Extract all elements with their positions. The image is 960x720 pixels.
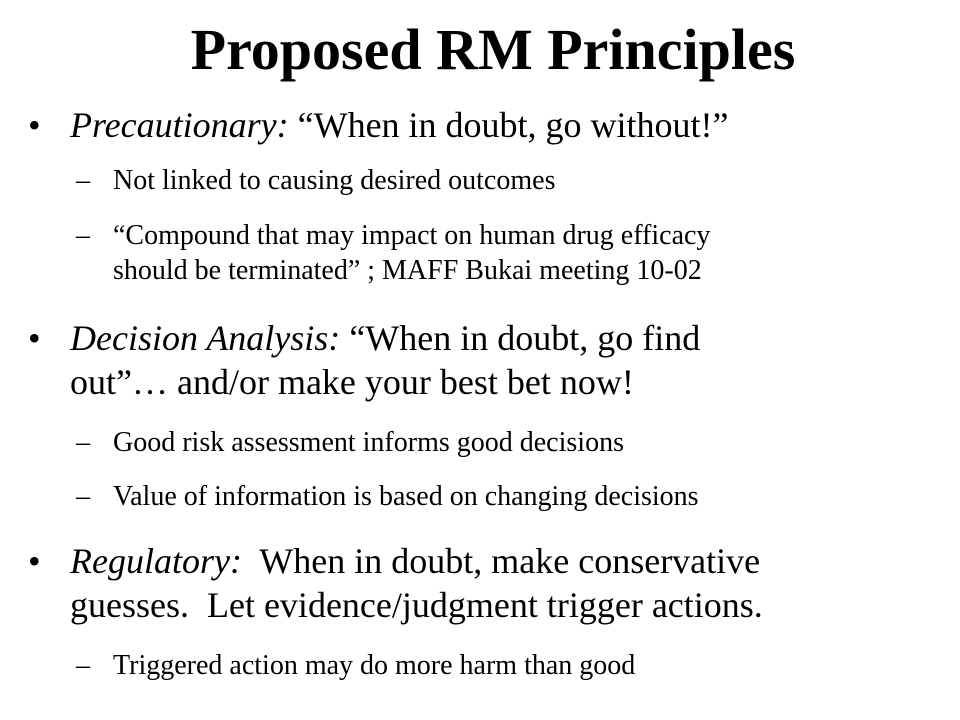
bullet-label: Decision Analysis: bbox=[70, 318, 341, 358]
bullet-marker: • bbox=[28, 105, 41, 145]
bullet-text bbox=[70, 539, 930, 627]
bullet-marker: • bbox=[28, 541, 41, 581]
dash-marker: – bbox=[76, 427, 90, 458]
subitem-line: “Compound that may impact on human drug efficacy bbox=[113, 220, 711, 251]
bullet-line: out”… and/or make your best bet now! bbox=[70, 362, 634, 402]
bullet-quote: “When in doubt, go without!” bbox=[288, 105, 729, 145]
dash-marker: – bbox=[76, 165, 90, 196]
bullet-line: guesses. Let evidence/judgment trigger actions. bbox=[70, 585, 763, 625]
subitem-text: Triggered action may do more harm than good bbox=[113, 650, 636, 681]
bullet-line bbox=[70, 316, 930, 360]
dash-marker: – bbox=[76, 220, 90, 251]
bullet-text bbox=[70, 316, 930, 404]
bullet-label: Regulatory: bbox=[70, 541, 242, 581]
subitem-text: Good risk assessment informs good decisions bbox=[113, 427, 624, 458]
slide-title: Proposed RM Principles bbox=[190, 17, 796, 82]
dash-marker: – bbox=[76, 650, 90, 681]
subitem-line: should be terminated” ; MAFF Bukai meeting 10-02 bbox=[113, 255, 702, 286]
bullet-marker: • bbox=[28, 318, 41, 358]
subitem-text: Not linked to causing desired outcomes bbox=[113, 165, 556, 196]
subitem-text bbox=[113, 218, 903, 288]
subitem-text: Value of information is based on changing decisions bbox=[113, 481, 699, 512]
bullet-label: Precautionary: bbox=[70, 105, 289, 145]
bullet-text bbox=[70, 103, 930, 147]
bullet-quote: When in doubt, make conservative bbox=[241, 541, 761, 581]
bullet-quote: “When in doubt, go find bbox=[340, 318, 701, 358]
dash-marker: – bbox=[76, 481, 90, 512]
bullet-line bbox=[70, 539, 930, 583]
